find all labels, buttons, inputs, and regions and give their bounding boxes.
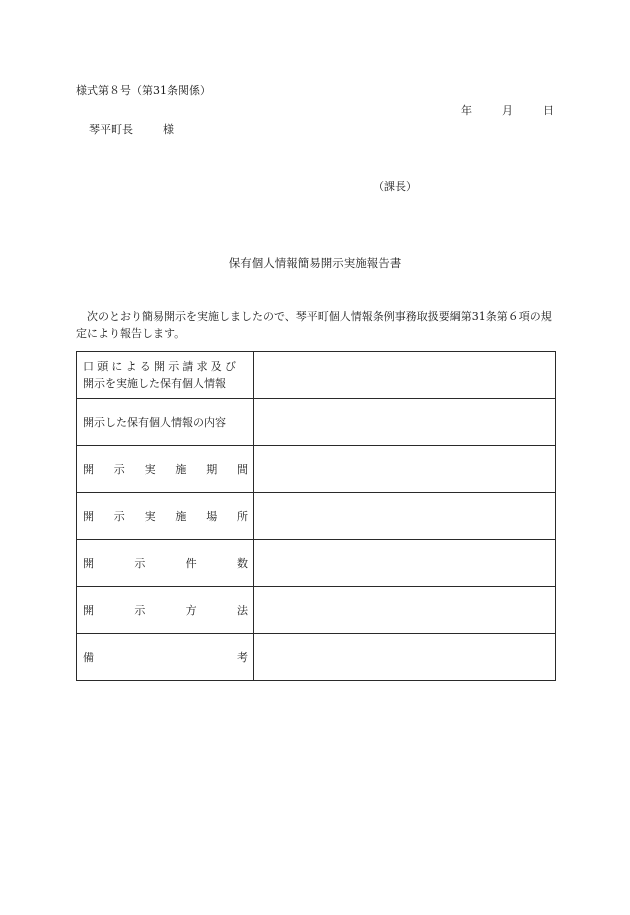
value-cell-method[interactable] [254,587,556,634]
sender-title: （課長） [373,180,417,193]
value-cell-period[interactable] [254,446,556,493]
value-cell-place[interactable] [254,493,556,540]
report-table [76,351,556,681]
table-row [77,493,556,540]
label-char: 示 [134,603,146,617]
row-label-remarks [77,634,254,681]
value-cell-content[interactable] [254,399,556,446]
label-char: 開 [83,603,94,617]
label-char: 開 [83,556,94,570]
label-char: 場 [206,509,218,523]
date-month: 月 [502,104,513,117]
date-year: 年 [461,104,472,117]
label-char: 数 [236,556,248,570]
table-row [77,634,556,681]
value-cell-remarks[interactable] [254,634,556,681]
row-label-method [77,587,254,634]
value-cell-disclosed-info[interactable] [254,352,556,399]
honorific: 様 [163,123,174,136]
addressee: 琴平町長 [89,123,133,136]
label-char: 法 [236,603,248,617]
label-char: 所 [236,509,248,523]
label-char: 実 [144,462,156,476]
body-text: 次のとおり簡易開示を実施しましたので、琴平町個人情報条例事務取扱要綱第31条第６項の規定により報告します。 [76,310,552,340]
table-row [77,446,556,493]
label-char: 示 [113,509,125,523]
label-char: 開 [83,509,94,523]
row-label-disclosed-info [77,352,254,399]
row-label-content [77,399,254,446]
label-char: 施 [175,462,187,476]
value-cell-count[interactable] [254,540,556,587]
date-day: 日 [543,104,554,117]
label-char: 件 [185,556,197,570]
table-row [77,587,556,634]
label-line-2: 開示を実施した保有個人情報 [83,377,226,390]
form-number: 様式第８号（第31条関係） [76,84,211,97]
label-char: 間 [236,462,248,476]
label-char: 期 [206,462,218,476]
document-title: 保有個人情報簡易開示実施報告書 [228,256,402,270]
table-row [77,540,556,587]
table-row [77,399,556,446]
label-char: 方 [185,603,197,617]
label-char: 施 [175,509,187,523]
addressee-line [89,123,174,137]
label-char: 考 [237,650,248,664]
label-char: 開 [83,462,94,476]
label-line-1: 口頭による開示請求及び [83,360,240,373]
label-char: 示 [113,462,125,476]
label-char: 備 [83,650,94,664]
label-text: 開示した保有個人情報の内容 [83,415,226,429]
label-char: 実 [144,509,156,523]
date-line [461,104,554,118]
table-row [77,352,556,399]
label-char: 示 [134,556,146,570]
row-label-place [77,493,254,540]
row-label-period [77,446,254,493]
row-label-count [77,540,254,587]
